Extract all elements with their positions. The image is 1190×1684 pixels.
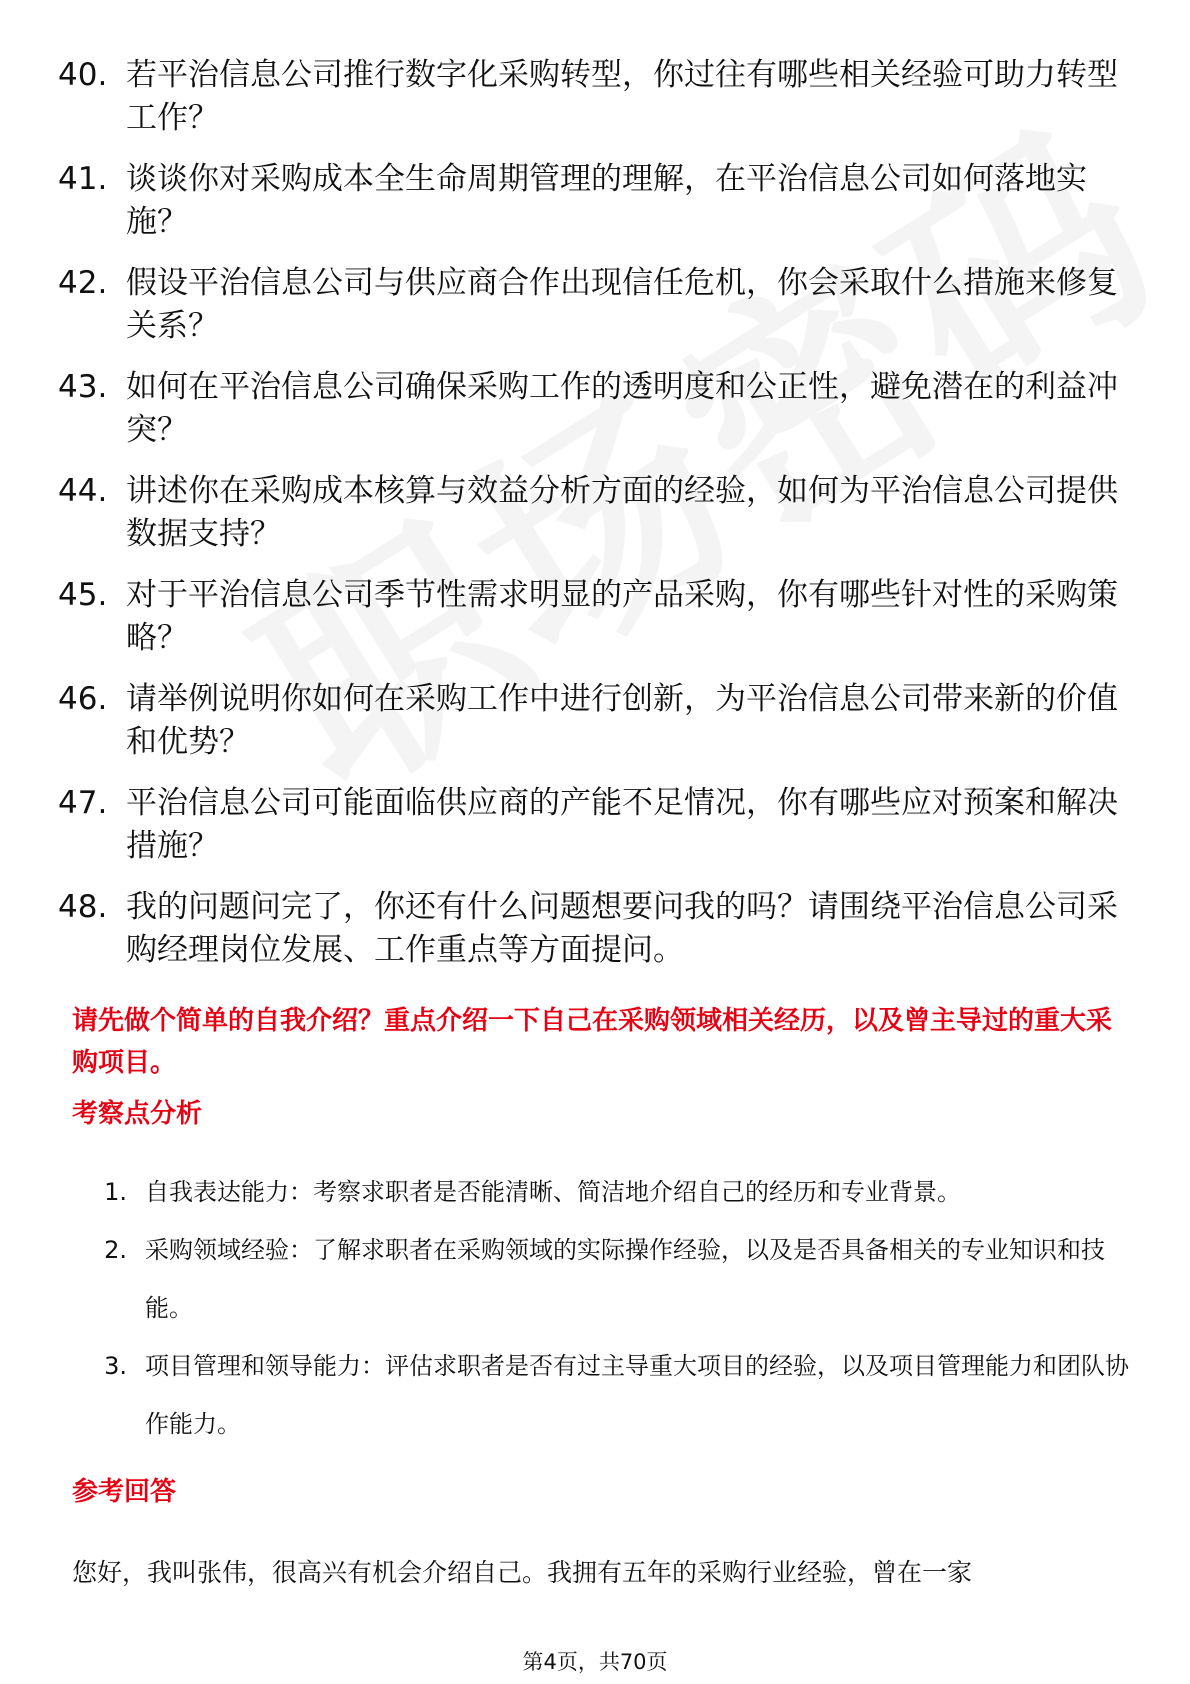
question-text: 对于平治信息公司季节性需求明显的产品采购，你有哪些针对性的采购策略？	[126, 577, 1118, 656]
question-number: 43.	[58, 369, 108, 405]
list-item	[58, 470, 1138, 556]
highlight-question: 请先做个简单的自我介绍？重点介绍一下自己在采购领域相关经历，以及曾主导过的重大采购项目。	[72, 1006, 1113, 1078]
list-item	[58, 366, 1138, 452]
question-text: 若平治信息公司推行数字化采购转型，你过往有哪些相关经验可助力转型工作？	[126, 57, 1118, 136]
analysis-list	[72, 1163, 1132, 1453]
question-text: 假设平治信息公司与供应商合作出现信任危机，你会采取什么措施来修复关系？	[126, 265, 1118, 344]
list-item	[72, 1221, 1132, 1337]
question-number: 45.	[58, 577, 108, 613]
question-list	[58, 54, 1138, 990]
list-item	[58, 782, 1138, 868]
list-item	[58, 262, 1138, 348]
analysis-number: 2.	[104, 1236, 127, 1264]
analysis-text: 项目管理和领导能力：评估求职者是否有过主导重大项目的经验，以及项目管理能力和团队协作能力。	[145, 1352, 1129, 1438]
question-number: 44.	[58, 473, 108, 509]
question-text: 平治信息公司可能面临供应商的产能不足情况，你有哪些应对预案和解决措施？	[126, 785, 1118, 864]
page-footer: 第4页，共70页	[522, 1650, 668, 1674]
question-text: 请举例说明你如何在采购工作中进行创新，为平治信息公司带来新的价值和优势？	[126, 681, 1118, 760]
analysis-number: 1.	[104, 1178, 127, 1206]
list-item	[58, 574, 1138, 660]
reference-heading: 参考回答	[72, 1477, 177, 1507]
analysis-text: 自我表达能力：考察求职者是否能清晰、简洁地介绍自己的经历和专业背景。	[145, 1178, 961, 1206]
list-item	[58, 886, 1138, 972]
question-text: 讲述你在采购成本核算与效益分析方面的经验，如何为平治信息公司提供数据支持？	[126, 473, 1118, 552]
list-item	[58, 54, 1138, 140]
list-item	[72, 1337, 1132, 1453]
question-text: 我的问题问完了，你还有什么问题想要问我的吗？请围绕平治信息公司采购经理岗位发展、工作重点等方面提问。	[126, 889, 1118, 968]
question-text: 如何在平治信息公司确保采购工作的透明度和公正性，避免潜在的利益冲突？	[126, 369, 1118, 448]
question-number: 42.	[58, 265, 108, 301]
question-number: 47.	[58, 785, 108, 821]
reference-answer: 您好，我叫张伟，很高兴有机会介绍自己。我拥有五年的采购行业经验，曾在一家	[72, 1558, 973, 1587]
analysis-number: 3.	[104, 1352, 127, 1380]
analysis-heading: 考察点分析	[72, 1099, 203, 1129]
question-number: 46.	[58, 681, 108, 717]
list-item	[58, 678, 1138, 764]
question-number: 40.	[58, 57, 108, 93]
list-item	[58, 158, 1138, 244]
analysis-text: 采购领域经验：了解求职者在采购领域的实际操作经验，以及是否具备相关的专业知识和技能。	[145, 1236, 1105, 1322]
question-text: 谈谈你对采购成本全生命周期管理的理解，在平治信息公司如何落地实施？	[126, 161, 1087, 240]
question-number: 41.	[58, 161, 108, 197]
question-number: 48.	[58, 889, 108, 925]
list-item	[72, 1163, 1132, 1221]
